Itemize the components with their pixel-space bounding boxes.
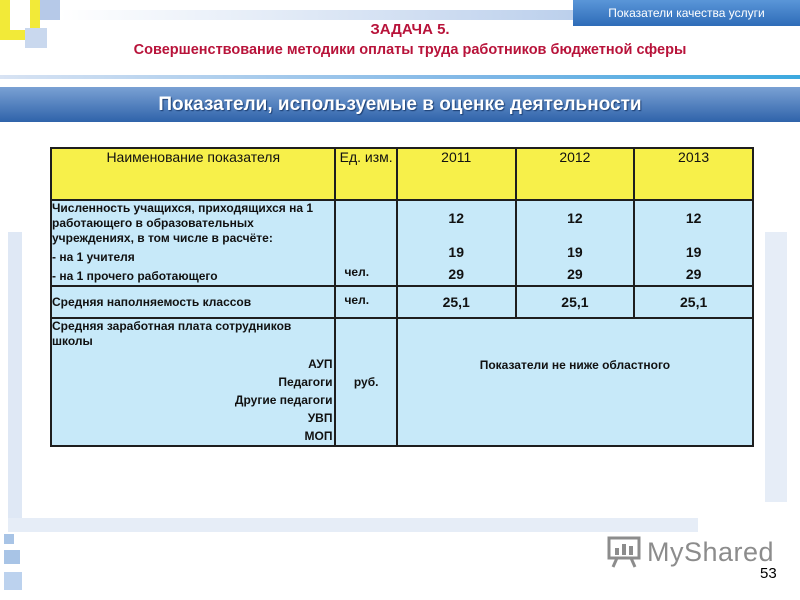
decor-right-frame [765,232,787,502]
decor-bottom-frame [8,518,698,532]
indicators-table [50,147,754,447]
value-other: 29 [448,266,464,282]
unit-cell: чел. [335,286,396,318]
staff-category: УВП [307,411,333,425]
section-tab[interactable]: Показатели качества услуги [573,0,800,26]
decor-blue-square [40,0,60,20]
row-subitem: - на 1 учителя [52,250,135,264]
value-main: 12 [448,210,464,226]
decor-blue-square [4,572,22,590]
decor-blue-square [4,550,20,564]
header-year: 2012 [516,148,635,200]
value-cell: 25,1 [634,286,753,318]
value-cell [634,200,753,286]
header-year: 2013 [634,148,753,200]
header-unit: Ед. изм. [335,148,396,200]
merged-value-cell: Показатели не ниже областного [397,318,753,446]
value-main: 12 [685,210,702,226]
value-other: 29 [685,266,702,282]
staff-category: Другие педагоги [234,393,333,407]
banner-title: Показатели, используемые в оценке деятельности [158,93,642,115]
table-row [51,200,753,286]
header-name: Наименование показателя [51,148,335,200]
staff-category: МОП [304,429,333,443]
decor-white-square [10,0,30,30]
row-name-cell [51,200,335,286]
myshared-logo [607,536,774,568]
table-row [51,318,753,446]
value-cell: 25,1 [397,286,516,318]
page-number: 53 [760,565,777,582]
row-name-cell [51,318,335,446]
task-subtitle: Совершенствование методики оплаты труда работников бюджетной сферы [133,42,687,58]
decor-blue-square [25,28,47,48]
value-main: 12 [567,210,583,226]
task-title: ЗАДАЧА 5. [370,21,450,38]
row-name: Средняя заработная плата сотрудников школы [52,319,292,348]
decor-blue-square [4,534,14,544]
value-teacher: 19 [567,244,583,260]
table-header-row [51,148,753,200]
value-teacher: 19 [448,244,464,260]
staff-category: АУП [308,357,333,371]
chart-board-icon [607,536,641,568]
logo-text: MyShared [647,536,775,567]
staff-category: Педагоги [278,375,333,389]
decor-top-bar [60,10,573,20]
unit-cell: руб. [335,318,396,446]
row-subitem: - на 1 прочего работающего [52,269,218,283]
section-banner [0,87,800,122]
value-cell [397,200,516,286]
decor-left-frame [8,232,22,532]
decor-divider-line [0,75,800,79]
value-cell: 25,1 [516,286,635,318]
value-cell [516,200,635,286]
unit-cell: чел. [335,200,396,286]
staff-category-list [52,355,334,445]
value-teacher: 19 [685,244,702,260]
header-year: 2011 [397,148,516,200]
title-area [60,20,760,60]
table-row [51,286,753,318]
row-name: Средняя наполняемость классов [51,286,335,318]
value-other: 29 [567,266,583,282]
row-name: Численность учащихся, приходящихся на 1 работающего в образовательных учреждениях, в том числе в расчёте: [52,201,314,245]
